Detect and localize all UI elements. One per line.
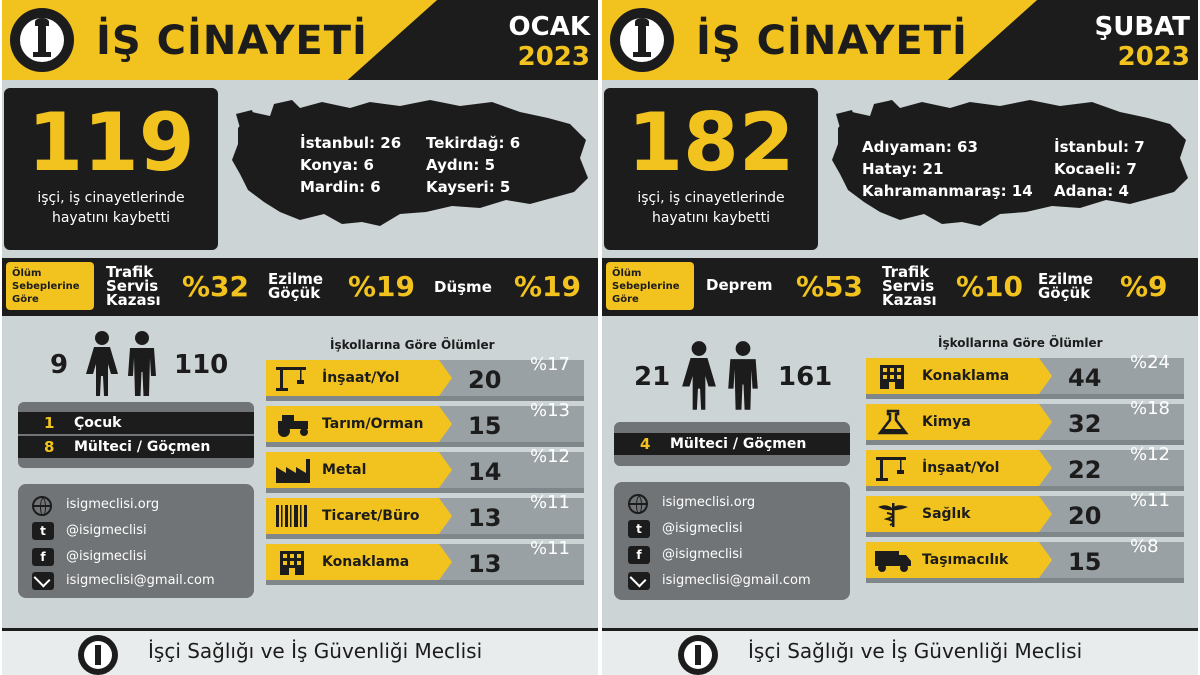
extra-label: Çocuk	[74, 415, 122, 431]
sector-count: 32	[1068, 410, 1102, 438]
city-stat: Kocaeli: 7	[1054, 160, 1137, 178]
twitter-handle: @isigmeclisi	[662, 521, 743, 536]
sector-name: Ticaret/Büro	[322, 508, 420, 524]
male-person-icon	[124, 330, 160, 398]
city-stat: Kayseri: 5	[426, 178, 511, 196]
death-causes-row	[602, 258, 1198, 316]
poster-month: OCAK	[508, 12, 590, 42]
cause-name-line: Servis	[882, 277, 935, 295]
death-causes-row	[2, 258, 598, 316]
facebook-icon: f	[32, 548, 54, 566]
cause-name-line: Trafik	[106, 263, 154, 281]
flask-icon	[874, 409, 912, 435]
sector-name: Konaklama	[322, 554, 410, 570]
sector-percent: %12	[1130, 444, 1171, 465]
cause-name-line: Ezilme	[1038, 270, 1094, 288]
sector-row	[866, 352, 1184, 400]
cause-name	[882, 265, 937, 307]
male-person-icon	[724, 340, 762, 412]
female-count: 9	[50, 350, 69, 380]
sector-percent: %24	[1130, 352, 1171, 373]
sector-count: 14	[468, 458, 502, 486]
poster-title: İŞ CİNAYETİ	[96, 18, 368, 64]
globe-icon	[628, 494, 648, 514]
sector-count: 44	[1068, 364, 1102, 392]
death-causes-label	[6, 262, 94, 310]
total-deaths-caption	[604, 188, 818, 228]
city-stat: İstanbul: 26	[300, 134, 402, 152]
twitter-handle: @isigmeclisi	[66, 523, 147, 538]
sector-percent: %8	[1130, 536, 1159, 557]
council-logo-icon	[10, 8, 74, 72]
sector-row	[866, 490, 1184, 538]
barcode-icon	[274, 503, 312, 529]
crane-icon	[274, 365, 312, 391]
poster-title: İŞ CİNAYETİ	[696, 18, 968, 64]
facebook-handle: @isigmeclisi	[66, 549, 147, 564]
city-stat: İstanbul: 7	[1054, 138, 1145, 156]
sector-row	[266, 538, 584, 586]
sector-count: 13	[468, 550, 502, 578]
cause-name-line: Göçük	[268, 284, 321, 302]
male-count: 110	[174, 350, 229, 380]
mail-icon	[32, 572, 54, 590]
poster-month: ŞUBAT	[1094, 12, 1190, 42]
building-icon	[874, 363, 912, 389]
cause-label-line: Göre	[12, 294, 39, 305]
website-text: isigmeclisi.org	[662, 495, 756, 510]
sector-percent: %11	[530, 538, 571, 559]
caduceus-icon	[874, 501, 912, 527]
sector-name: İnşaat/Yol	[322, 370, 400, 386]
cause-name	[434, 280, 492, 294]
extra-row	[614, 433, 850, 455]
extra-count: 8	[44, 438, 55, 456]
turkey-map	[230, 94, 594, 234]
facebook-handle: @isigmeclisi	[662, 547, 743, 562]
cause-name-line: Trafik	[882, 263, 930, 281]
city-stat: Aydın: 5	[426, 156, 496, 174]
caption-line-2: hayatını kaybetti	[51, 210, 170, 226]
cause-name-line: Göçük	[1038, 284, 1091, 302]
city-stat: Hatay: 21	[862, 160, 944, 178]
caption-line-1: işçi, iş cinayetlerinde	[37, 190, 185, 206]
globe-icon	[32, 496, 52, 516]
cause-name-line: Servis	[106, 277, 159, 295]
poster-subat	[602, 0, 1198, 675]
sector-percent: %17	[530, 354, 571, 375]
total-deaths-caption	[4, 188, 218, 228]
poster-year: 2023	[517, 42, 590, 72]
poster-header	[602, 0, 1198, 80]
cause-name-line: Düşme	[434, 278, 492, 296]
cause-label-line: Ölüm	[12, 268, 42, 279]
cause-percent: %19	[514, 270, 582, 303]
total-deaths-box	[4, 88, 218, 250]
sector-row	[266, 492, 584, 540]
cause-label-line: Ölüm	[612, 268, 642, 279]
twitter-icon: t	[32, 522, 54, 540]
cause-name	[1038, 272, 1093, 300]
sector-row	[866, 444, 1184, 492]
cause-name-line: Deprem	[706, 276, 773, 294]
council-logo-icon	[678, 635, 718, 675]
cause-label-line: Sebeplerine	[612, 281, 680, 292]
city-stat: Kahramanmaraş: 14	[862, 182, 1033, 200]
crane-icon	[874, 455, 912, 481]
total-deaths-number: 119	[27, 96, 195, 189]
tractor-icon	[274, 411, 312, 437]
male-count: 161	[778, 362, 833, 392]
email-address: isigmeclisi@gmail.com	[662, 573, 811, 588]
child-refugee-box	[18, 402, 254, 468]
twitter-icon: t	[628, 520, 650, 538]
female-person-icon	[84, 330, 120, 398]
email-address: isigmeclisi@gmail.com	[66, 573, 215, 588]
poster-footer	[602, 628, 1198, 675]
sector-name: Kimya	[922, 414, 971, 430]
cause-name-line: Kazası	[882, 291, 937, 309]
sector-name: Konaklama	[922, 368, 1010, 384]
sector-name: Sağlık	[922, 506, 971, 522]
cause-name	[268, 272, 323, 300]
sector-name: Taşımacılık	[922, 552, 1009, 568]
sector-percent: %12	[530, 446, 571, 467]
refugee-box	[614, 422, 850, 466]
sector-count: 15	[468, 412, 502, 440]
sector-row	[866, 536, 1184, 584]
sector-row	[266, 446, 584, 494]
city-stat: Mardin: 6	[300, 178, 381, 196]
factory-icon	[274, 457, 312, 483]
total-deaths-number: 182	[627, 96, 795, 189]
death-causes-label	[606, 262, 694, 310]
extra-row	[18, 436, 254, 458]
extra-label: Mülteci / Göçmen	[74, 439, 211, 455]
sector-row	[266, 354, 584, 402]
sector-percent: %18	[1130, 398, 1171, 419]
extra-row	[18, 412, 254, 434]
poster-ocak	[2, 0, 598, 675]
building-icon	[274, 549, 312, 575]
cause-percent: %32	[182, 270, 250, 303]
city-stat: Konya: 6	[300, 156, 374, 174]
sector-row	[266, 400, 584, 448]
sector-count: 20	[468, 366, 502, 394]
city-stat: Adana: 4	[1054, 182, 1129, 200]
poster-year: 2023	[1117, 42, 1190, 72]
sector-name: Tarım/Orman	[322, 416, 424, 432]
facebook-icon: f	[628, 546, 650, 564]
cause-name	[106, 265, 161, 307]
council-logo-icon	[610, 8, 674, 72]
cause-percent: %10	[956, 270, 1024, 303]
cause-name-line: Ezilme	[268, 270, 324, 288]
footer-organization: İşçi Sağlığı ve İş Güvenliği Meclisi	[748, 639, 1083, 663]
extra-label: Mülteci / Göçmen	[670, 436, 807, 452]
cause-name-line: Kazası	[106, 291, 161, 309]
sector-percent: %11	[1130, 490, 1171, 511]
social-links-box	[18, 484, 254, 598]
sector-count: 13	[468, 504, 502, 532]
sectors-title: İşkollarına Göre Ölümler	[938, 336, 1103, 350]
council-logo-icon	[78, 635, 118, 675]
cause-label-line: Sebeplerine	[12, 281, 80, 292]
sector-percent: %13	[530, 400, 571, 421]
sector-percent: %11	[530, 492, 571, 513]
total-deaths-box	[604, 88, 818, 250]
cause-label-line: Göre	[612, 294, 639, 305]
female-count: 21	[634, 362, 671, 392]
caption-line-1: işçi, iş cinayetlerinde	[637, 190, 785, 206]
turkey-map-shape	[230, 94, 594, 234]
cause-percent: %53	[796, 270, 864, 303]
sector-row	[866, 398, 1184, 446]
cause-name	[706, 278, 773, 292]
sectors-title: İşkollarına Göre Ölümler	[330, 338, 495, 352]
footer-organization: İşçi Sağlığı ve İş Güvenliği Meclisi	[148, 639, 483, 663]
caption-line-2: hayatını kaybetti	[651, 210, 770, 226]
sector-name: İnşaat/Yol	[922, 460, 1000, 476]
cause-percent: %19	[348, 270, 416, 303]
social-links-box	[614, 482, 850, 600]
truck-icon	[874, 547, 912, 573]
sector-count: 22	[1068, 456, 1102, 484]
poster-header	[2, 0, 598, 80]
poster-footer	[2, 628, 598, 675]
sector-name: Metal	[322, 462, 367, 478]
mail-icon	[628, 572, 650, 590]
sector-count: 20	[1068, 502, 1102, 530]
female-person-icon	[680, 340, 718, 412]
city-stat: Adıyaman: 63	[862, 138, 978, 156]
sector-count: 15	[1068, 548, 1102, 576]
city-stat: Tekirdağ: 6	[426, 134, 521, 152]
extra-count: 4	[640, 435, 651, 453]
cause-percent: %9	[1120, 270, 1168, 303]
extra-count: 1	[44, 414, 55, 432]
website-text: isigmeclisi.org	[66, 497, 160, 512]
